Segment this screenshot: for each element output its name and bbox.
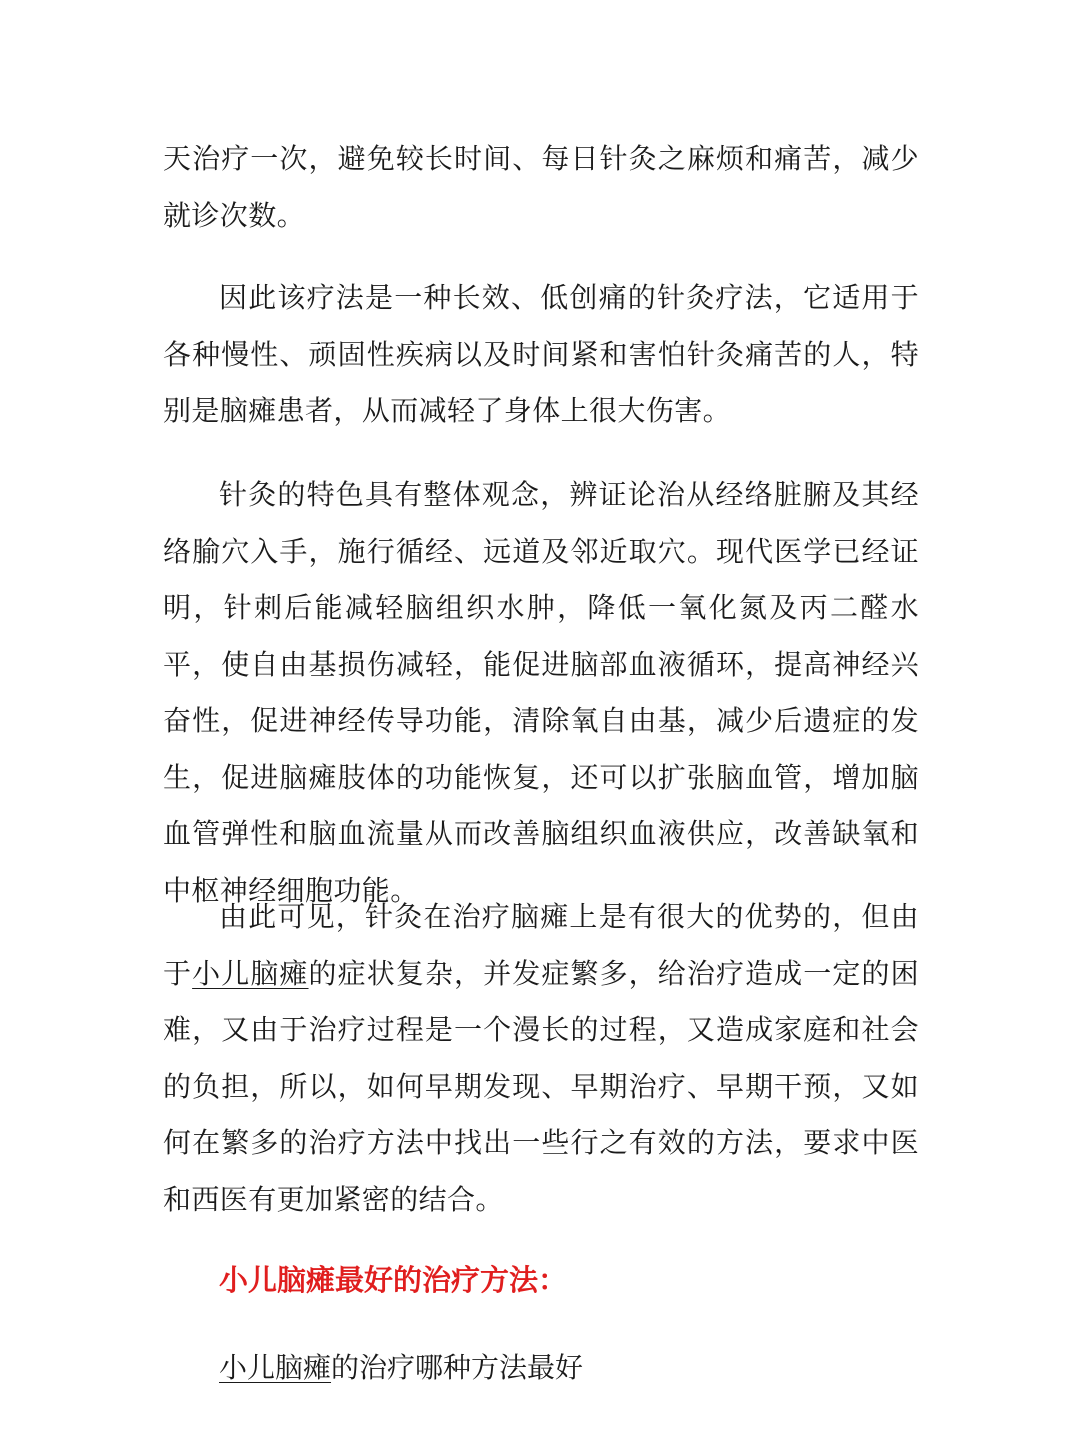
paragraph-conclusion-text-start: 由此可见，针灸在治疗脑瘫上是有很大的优势的，但由于	[163, 900, 919, 990]
subheading	[219, 1340, 583, 1396]
subheading-cerebral-palsy-link[interactable]: 小儿脑瘫	[219, 1351, 332, 1384]
paragraph-continuation: 天治疗一次，避免较长时间、每日针灸之麻烦和痛苦，减少就诊次数。	[163, 142, 919, 232]
cerebral-palsy-link[interactable]: 小儿脑瘫	[192, 956, 309, 990]
paragraph-acupuncture-features: 针灸的特色具有整体观念，辨证论治从经络脏腑及其经络腧穴入手，施行循经、远道及邻近取穴。现代医学已经证明，针刺后能减轻脑组织水肿，降低一氧化氮及丙二醛水平，使自由基损伤减轻，能促进脑部血液循环，提高神经兴奋性，促进神经传导功能，清除氧自由基，减少后遗症的发生，促进脑瘫肢体的功能恢复，还可以扩张脑血管，增加脑血管弹性和脑血流量从而改善脑组织血液供应，改善缺氧和中枢神经细胞功能。	[163, 478, 919, 907]
section-heading: 小儿脑瘫最好的治疗方法：	[219, 1263, 568, 1297]
paragraph-conclusion-text-end: 的症状复杂，并发症繁多，给治疗造成一定的困难，又由于治疗过程是一个漫长的过程，又造成家庭和社会的负担，所以，如何早期发现、早期治疗、早期干预，又如何在繁多的治疗方法中找出一些行之有效的方法，要求中医和西医有更加紧密的结合。	[163, 956, 919, 1216]
subheading-text: 的治疗哪种方法最好	[331, 1351, 584, 1384]
paragraph-conclusion	[163, 889, 919, 1228]
paragraph-therapy-summary: 因此该疗法是一种长效、低创痛的针灸疗法，它适用于各种慢性、顽固性疾病以及时间紧和害怕针灸痛苦的人，特别是脑瘫患者，从而减轻了身体上很大伤害。	[163, 281, 919, 427]
